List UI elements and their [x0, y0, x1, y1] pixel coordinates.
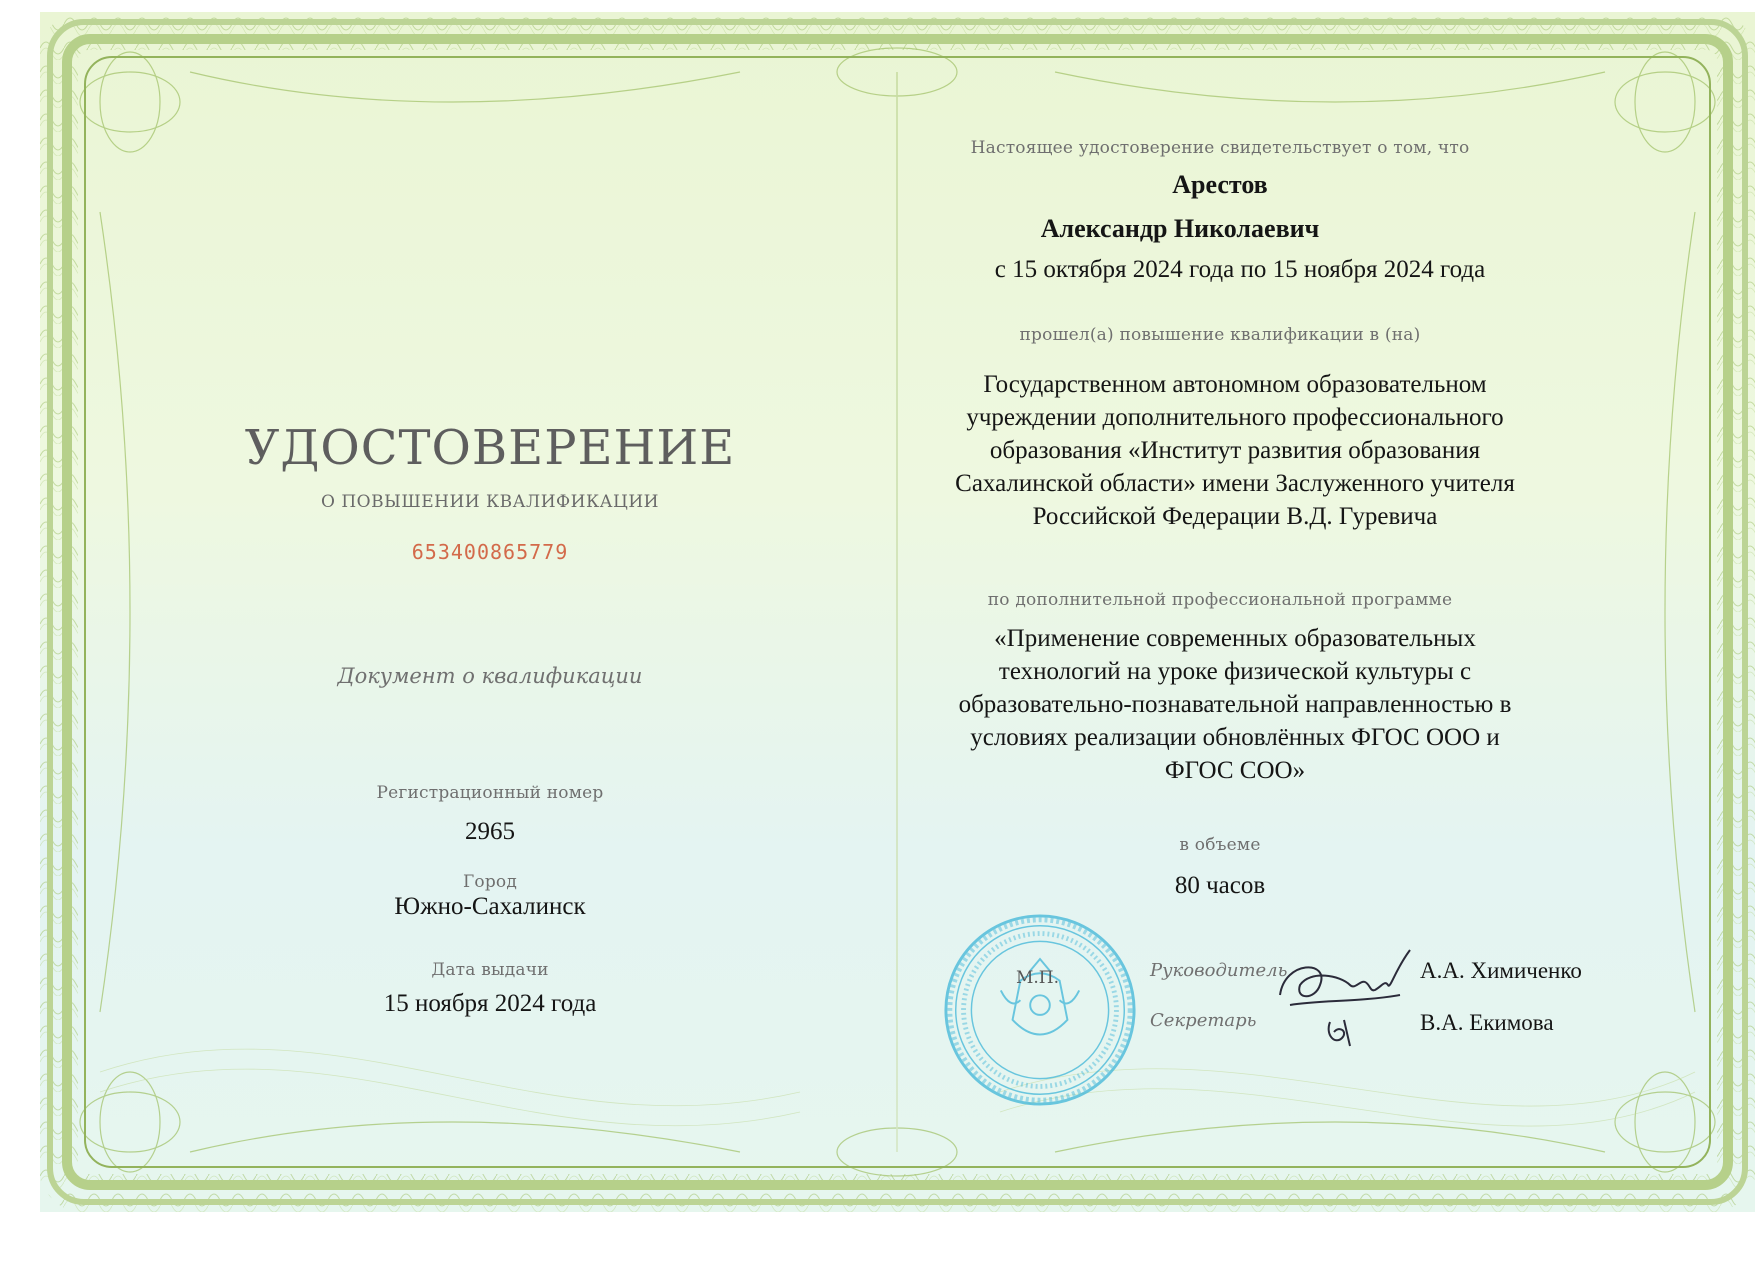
serial-number: 653400865779	[411, 540, 569, 564]
document-subtitle: О ПОВЫШЕНИИ КВАЛИФИКАЦИИ	[321, 492, 659, 512]
intro-text: Настоящее удостоверение свидетельствует о том, что	[970, 138, 1470, 158]
program-label: по дополнительной профессиональной программе	[987, 590, 1453, 610]
institution-line: учреждении дополнительного профессионального	[966, 404, 1504, 431]
signature-icon	[1320, 1010, 1360, 1050]
secretary-name: В.А. Екимова	[1420, 1010, 1554, 1035]
document-kind: Документ о квалификации	[337, 664, 643, 688]
institution-line: Российской Федерации В.Д. Гуревича	[1032, 503, 1438, 530]
training-period: с 15 октября 2024 года по 15 ноября 2024 года	[994, 256, 1486, 283]
program-line: образовательно-познавательной направленностью в	[958, 691, 1512, 718]
issue-date-label: Дата выдачи	[431, 960, 549, 980]
issue-date: 15 ноября 2024 года	[383, 990, 597, 1017]
document-title: УДОСТОВЕРЕНИЕ	[244, 420, 736, 476]
registration-number: 2965	[465, 818, 515, 845]
city-label: Город	[462, 872, 518, 892]
program-line: «Применение современных образовательных	[994, 625, 1476, 652]
page-fold	[896, 72, 898, 1152]
program-line: технологий на уроке физической культуры с	[998, 658, 1472, 685]
holder-given-names: Александр Николаевич	[1040, 214, 1320, 243]
program-line: ФГОС СОО»	[1164, 757, 1306, 784]
registration-label: Регистрационный номер	[376, 783, 604, 803]
city-value: Южно-Сахалинск	[394, 893, 586, 920]
institution-line: образования «Институт развития образования	[989, 437, 1481, 464]
holder-surname: Арестов	[1172, 170, 1268, 199]
volume-label: в объеме	[1179, 835, 1261, 855]
russian-eagle-seal-icon	[942, 912, 1138, 1108]
institution-name	[935, 368, 1535, 533]
secretary-label: Секретарь	[1150, 1010, 1257, 1031]
institution-line: Государственном автономном образовательном	[983, 371, 1487, 398]
head-name: А.А. Химиченко	[1420, 958, 1582, 983]
volume-value: 80 часов	[1174, 872, 1266, 899]
stamp-label: М.П.	[1016, 968, 1060, 988]
program-line: условиях реализации обновлённых ФГОС ООО и	[970, 724, 1500, 751]
passed-label: прошел(а) повышение квалификации в (на)	[1019, 325, 1421, 345]
program-name	[920, 622, 1550, 787]
head-label: Руководитель	[1150, 960, 1288, 981]
institution-line: Сахалинской области» имени Заслуженного учителя	[955, 470, 1515, 497]
